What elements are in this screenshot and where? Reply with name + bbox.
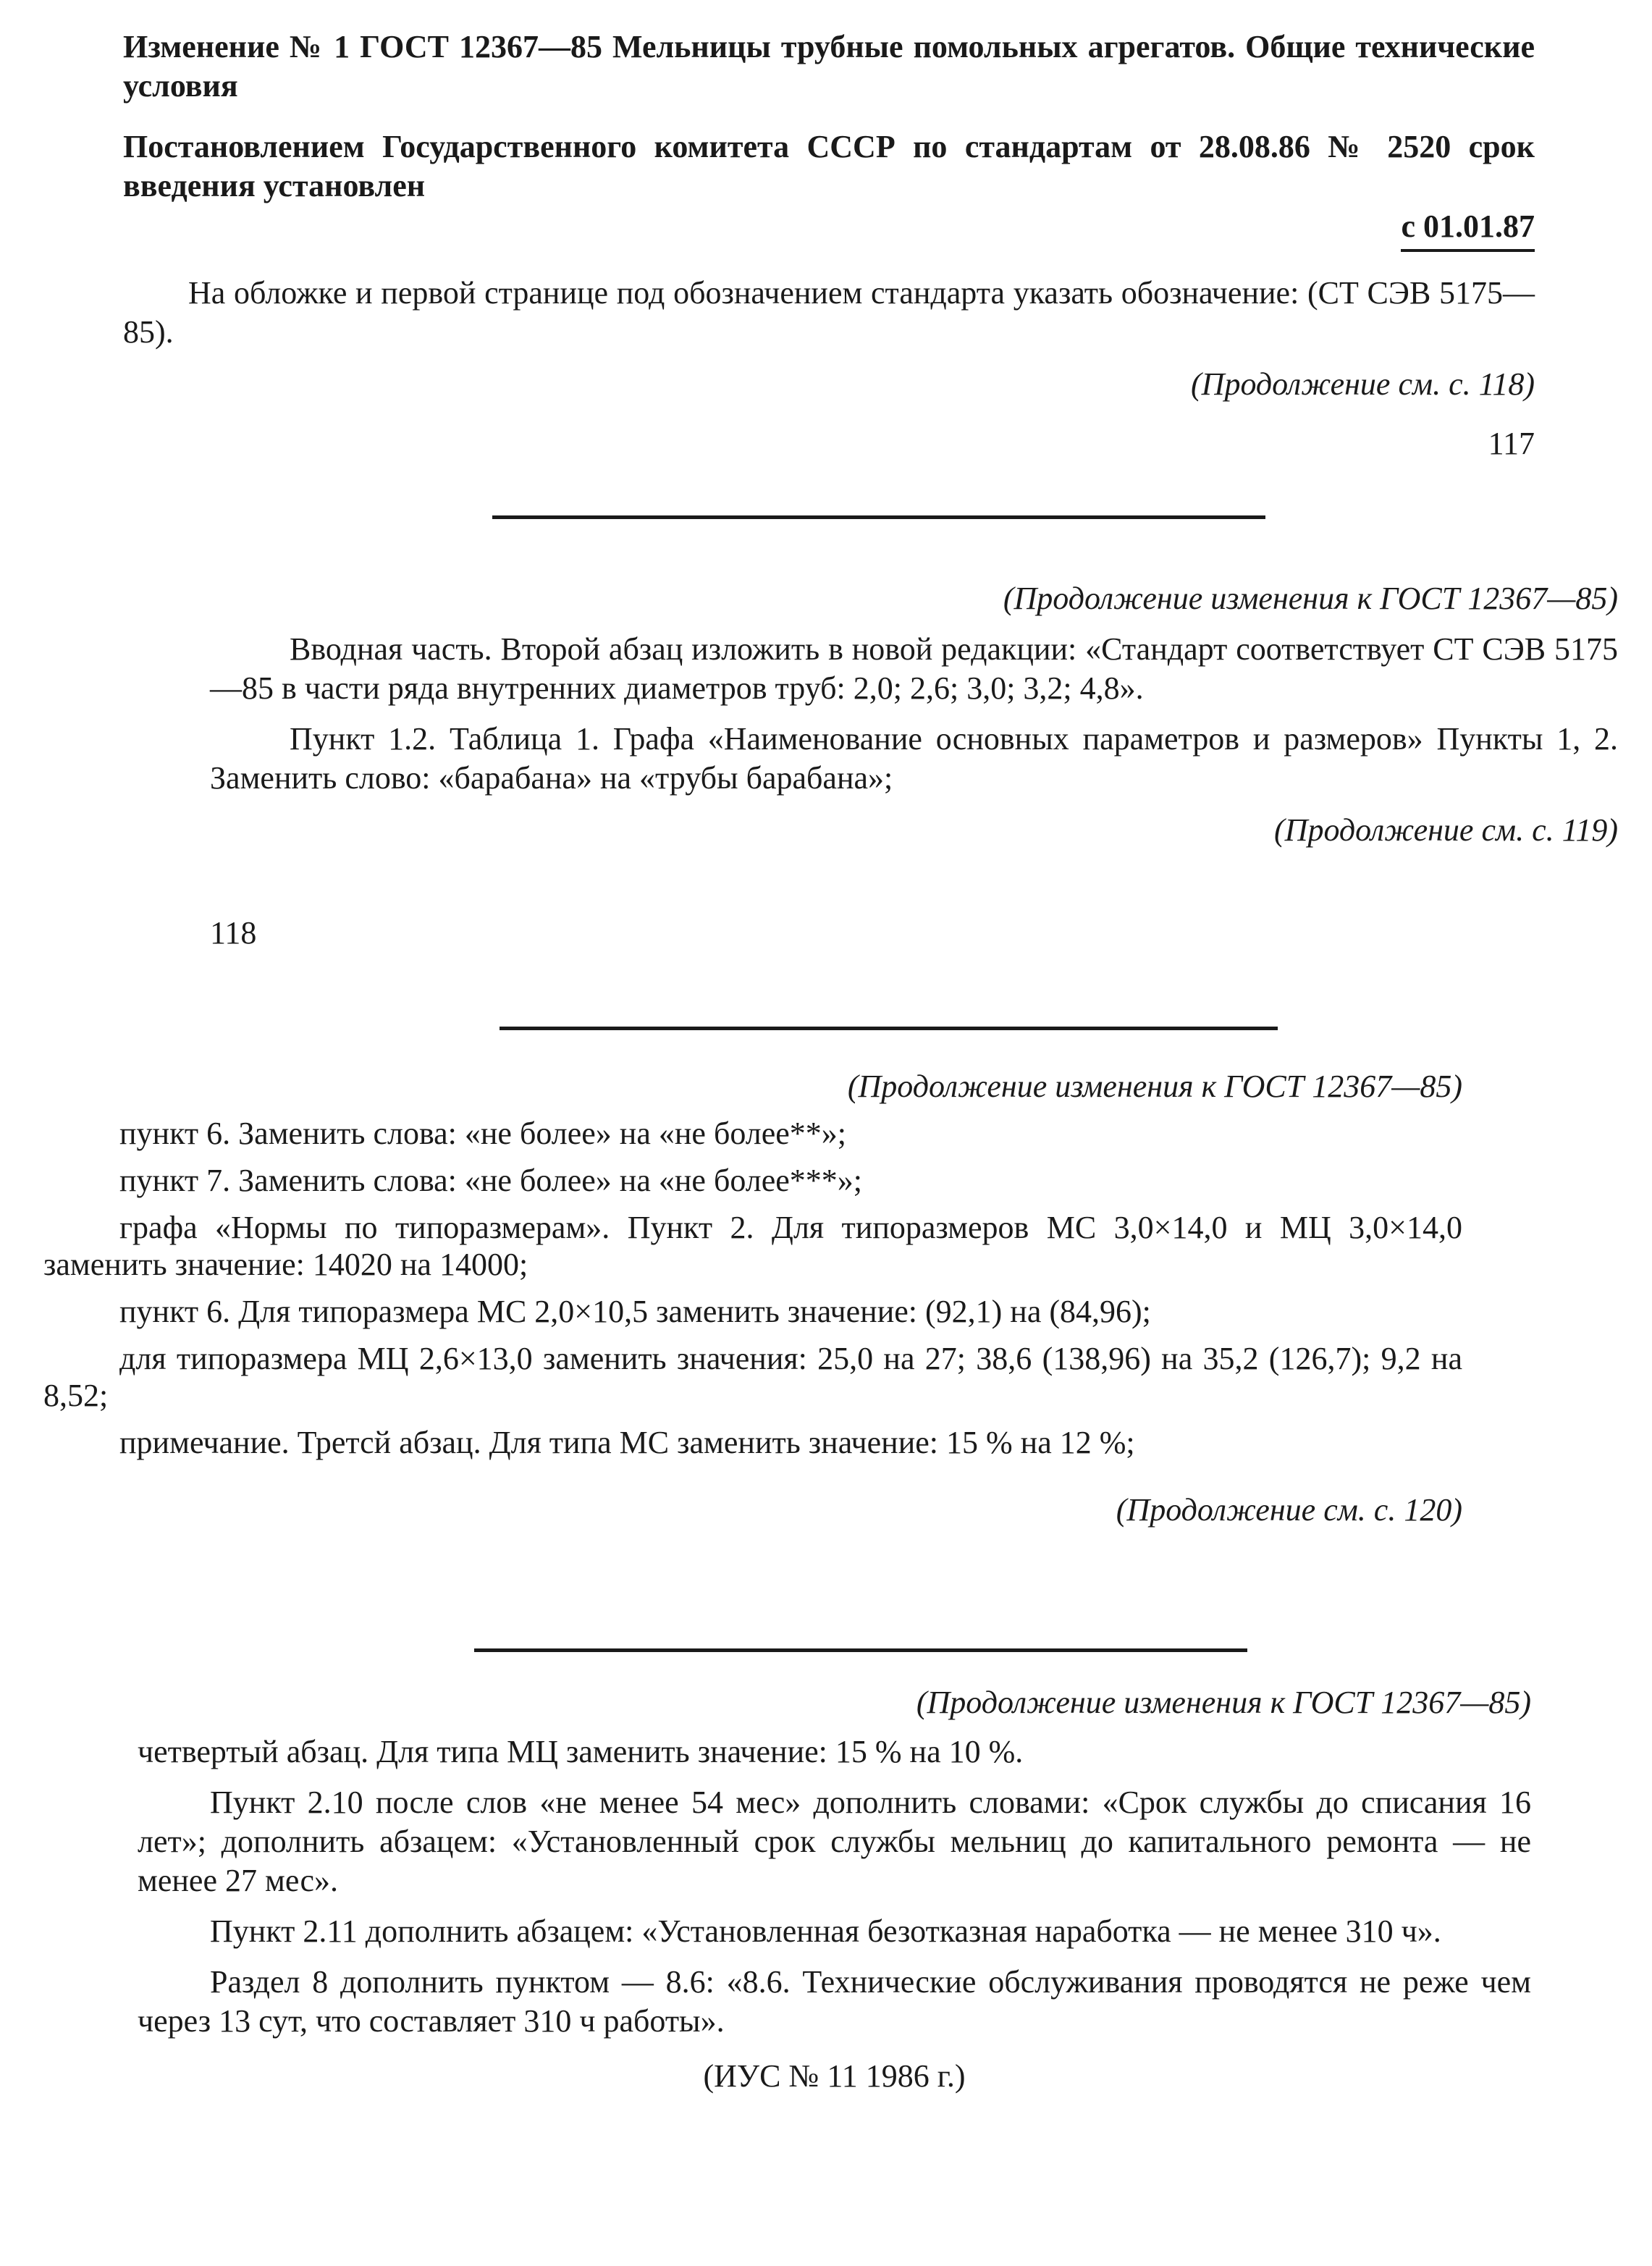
page-118-fragment — [210, 579, 1618, 953]
continued-note: (Продолжение см. с. 120) — [1116, 1492, 1462, 1528]
page-divider — [474, 1648, 1247, 1652]
effective-date-line — [123, 207, 1535, 252]
continuation-header: (Продолжение изменения к ГОСТ 12367—85) — [847, 1069, 1462, 1104]
amendment-line: примечание. Третсй абзац. Для типа МС заменить значение: 15 % на 12 %; — [119, 1425, 1135, 1460]
page-117-fragment — [123, 28, 1535, 463]
page-120-fragment — [138, 1683, 1531, 2096]
page-divider — [500, 1027, 1278, 1030]
paragraph: четвертый абзац. Для типа МЦ заменить значение: 15 % на 10 %. — [138, 1734, 1024, 1769]
page-divider — [492, 515, 1265, 519]
designation-note: На обложке и первой странице под обозначением стандарта указать обозначение: (СТ СЭВ 5175—85). — [123, 275, 1535, 350]
amendment-line: пункт 6. Для типоразмера МС 2,0×10,5 заменить значение: (92,1) на (84,96); — [119, 1294, 1151, 1329]
paragraph: Раздел 8 дополнить пунктом — 8.6: «8.6. Технические обслуживания проводятся не реже чем через 13 сут, что составляет 310 ч работы». — [138, 1964, 1531, 2039]
paragraph: Вводная часть. Второй абзац изложить в новой редакции: «Стандарт соответствует СТ СЭВ 5175—85 в части ряда внутренних диаметров труб: 2,0; 2,6; 3,0; 3,2; 4,8». — [210, 631, 1618, 706]
page-number: 118 — [210, 915, 257, 951]
continued-note: (Продолжение см. с. 119) — [1274, 812, 1618, 848]
paragraph: Пункт 1.2. Таблица 1. Графа «Наименование основных параметров и размеров» Пункты 1, 2. Заменить слово: «барабана» на «трубы барабана»; — [210, 721, 1618, 796]
page-119-fragment — [43, 1068, 1462, 1528]
amendment-line: графа «Нормы по типоразмерам». Пункт 2. Для типоразмеров МС 3,0×14,0 и МЦ 3,0×14,0 заменить значение: 14020 на 14000; — [43, 1210, 1462, 1282]
amendment-title: Изменение № 1 ГОСТ 12367—85 Мельницы трубные помольных агрегатов. Общие технические условия — [123, 29, 1535, 104]
ius-reference: (ИУС № 11 1986 г.) — [703, 2058, 966, 2094]
paragraph: Пункт 2.11 дополнить абзацем: «Установленная безотказная наработка — не менее 310 ч». — [210, 1913, 1441, 1949]
continuation-header: (Продолжение изменения к ГОСТ 12367—85) — [1003, 581, 1618, 616]
amendment-line: пункт 7. Заменить слова: «не более» на «не более***»; — [119, 1163, 862, 1198]
effective-date: с 01.01.87 — [1401, 207, 1535, 252]
paragraph: Пункт 2.10 после слов «не менее 54 мес» дополнить словами: «Срок службы до списания 16 лет»; дополнить абзацем: «Установленный срок службы мельниц до капитального ремонта — не менее 27 мес». — [138, 1785, 1531, 1898]
decree-statement: Постановлением Государственного комитета СССР по стандартам от 28.08.86 № 2520 срок введения установлен — [123, 129, 1535, 203]
page-number: 117 — [1488, 426, 1535, 461]
continuation-header: (Продолжение изменения к ГОСТ 12367—85) — [916, 1685, 1531, 1720]
amendment-line: для типоразмера МЦ 2,6×13,0 заменить значения: 25,0 на 27; 38,6 (138,96) на 35,2 (126,7); 9,2 на 8,52; — [43, 1341, 1462, 1413]
continued-note: (Продолжение см. с. 118) — [1191, 366, 1535, 402]
amendment-line: пункт 6. Заменить слова: «не более» на «не более**»; — [119, 1116, 846, 1151]
